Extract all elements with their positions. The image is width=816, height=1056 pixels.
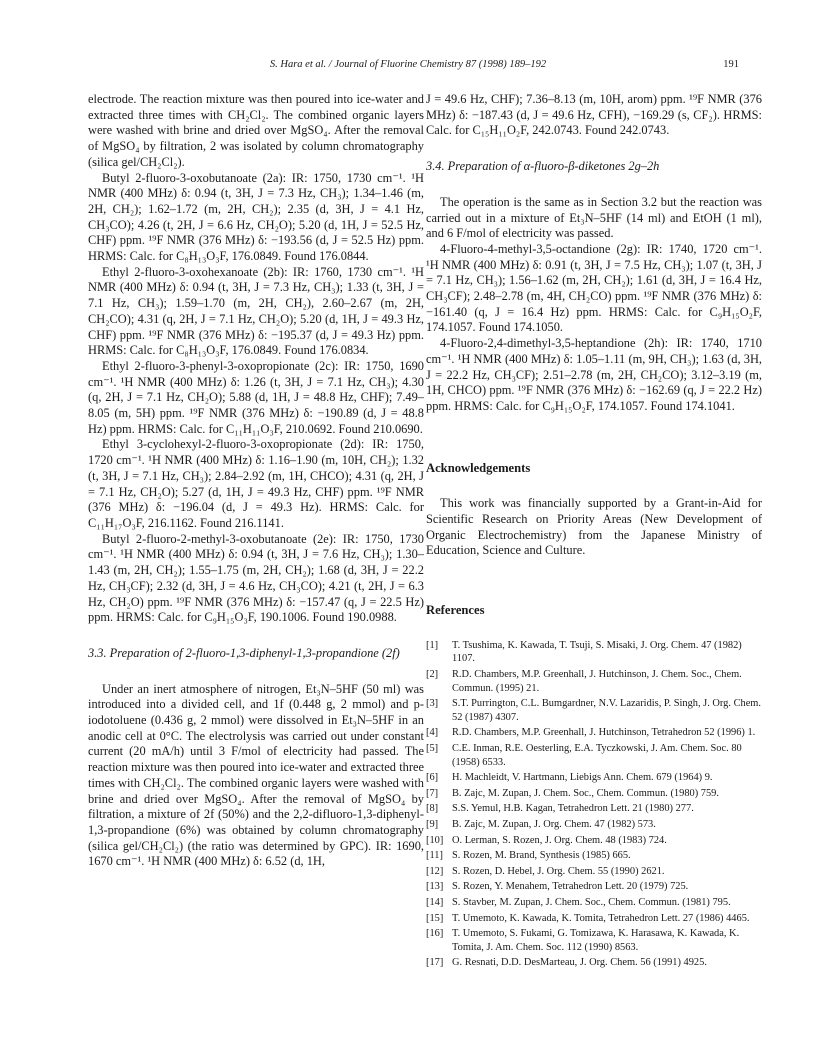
reference-text: B. Zajc, M. Zupan, J. Org. Chem. 47 (1982) 573. (452, 819, 656, 830)
reference-number: [3] (426, 698, 439, 710)
reference-item (426, 865, 762, 879)
reference-item (426, 771, 762, 785)
reference-list (426, 639, 762, 970)
compound-entry-2b: Ethyl 2-fluoro-3-oxohexanoate (2b): IR: 1760, 1730 cm⁻¹. ¹H NMR (400 MHz) δ: 0.94 (t, 3H, J = 7.3 Hz, CH₃); 1.33 (t, 3H, J = 7.1 Hz, CH₃); 1.59–1.70 (m, 2H, CH₂), 2.60–2.67 (m, 2H, CH₂CO); 4.31 (q, 2H, J = 7.1 Hz, CH₂O); 5.20 (d, 1H, J = 49.3 Hz, CHF) ppm. ¹⁹F NMR (376 MHz) δ: −195.37 (d, J = 49.3 Hz) ppm. HRMS: Calc. for C₈H₁₃O₃F, 176.0849. Found 176.0834. (88, 264, 424, 358)
running-header (0, 58, 816, 74)
reference-text: S. Rozen, M. Brand, Synthesis (1985) 665. (452, 850, 631, 862)
compound-entry-2a: Butyl 2-fluoro-3-oxobutanoate (2a): IR: 1750, 1730 cm⁻¹. ¹H NMR (400 MHz) δ: 0.94 (t, 3H, J = 7.3 Hz, CH₃); 1.34–1.46 (m, 2H, CH₂); 1.62–1.72 (m, 2H, CH₂); 2.35 (d, 3H, J = 4.1 Hz, CH₃CO); 4.26 (t, 2H, J = 6.6 Hz, CH₂O); 5.20 (d, 1H, J = 52.5 Hz, CHF) ppm. ¹⁹F NMR (376 MHz) δ: −193.56 (d, J = 52.5 Hz) ppm. HRMS: Calc. for C₈H₁₃O₃F, 176.0849. Found 176.0844. (88, 170, 424, 264)
paragraph-continuation: electrode. The reaction mixture was then poured into ice-water and extracted three times with CH₂Cl₂. The combined organic layers were washed with brine and dried over MgSO₄. After the removal of MgSO₄ by filtration, 2 was isolated by column chromatography (silica gel/CH₂Cl₂). (88, 92, 424, 169)
reference-text: S. Rozen, D. Hebel, J. Org. Chem. 55 (1990) 2621. (452, 865, 665, 877)
references-heading: References (426, 603, 485, 618)
reference-number: [8] (426, 803, 439, 815)
reference-text: B. Zajc, M. Zupan, J. Chem. Soc., Chem. Commun. (1980) 759. (452, 787, 719, 799)
compound-entry-2h: 4-Fluoro-2,4-dimethyl-3,5-heptandione (2h): IR: 1740, 1710 cm⁻¹. ¹H NMR (400 MHz) δ: 1.05–1.11 (m, 9H, CH₃); 1.63 (d, 3H, J = 22.2 Hz, CH₃CF); 2.51–2.78 (m, 2H, CH₂CO); 3.12–3.19 (m, 1H, CHCO) ppm. ¹⁹F NMR (376 MHz) δ: −162.69 (q, J = 22.2 Hz) ppm. HRMS: Calc. for C₉H₁₅O₂F, 174.1057. Found 174.1041. (426, 336, 762, 413)
reference-text: S.S. Yemul, H.B. Kagan, Tetrahedron Lett. 21 (1980) 277. (452, 803, 694, 815)
reference-text: T. Tsushima, K. Kawada, T. Tsuji, S. Misaki, J. Org. Chem. 47 (1982) 1107. (452, 639, 742, 665)
compound-entry-2g: 4-Fluoro-4-methyl-3,5-octandione (2g): IR: 1740, 1720 cm⁻¹. ¹H NMR (400 MHz) δ: 0.91 (t, 3H, J = 7.5 Hz, CH₃); 1.07 (t, 3H, J = 7.1 Hz, CH₃); 1.56–1.62 (m, 2H, CH₂); 1.61 (d, 3H, J = 16.4 Hz, CH₃CF); 2.48–2.78 (m, 4H, CH₂CO) ppm. ¹⁹F NMR (376 MHz) δ: −161.40 (q, J = 16.4 Hz) ppm. HRMS: Calc. for C₉H₁₅O₂F, 174.1057. Found 174.1050. (426, 241, 762, 335)
reference-text: S. Rozen, Y. Menahem, Tetrahedron Lett. 20 (1979) 725. (452, 881, 689, 893)
reference-number: [1] (426, 639, 439, 651)
section-3-4-heading: 3.4. Preparation of α-fluoro-β-diketones 2g–2h (426, 159, 660, 174)
reference-number: [17] (426, 957, 444, 969)
reference-text: S. Stavber, M. Zupan, J. Chem. Soc., Chem. Commun. (1981) 795. (452, 896, 731, 908)
reference-text: O. Lerman, S. Rozen, J. Org. Chem. 48 (1983) 724. (452, 834, 667, 846)
reference-text: R.D. Chambers, M.P. Greenhall, J. Hutchinson, Tetrahedron 52 (1996) 1. (452, 727, 756, 739)
reference-number: [13] (426, 881, 444, 893)
paragraph-continuation-2f: J = 49.6 Hz, CHF); 7.36–8.13 (m, 10H, arom) ppm. ¹⁹F NMR (376 MHz) δ: −187.43 (d, J = 49.6 Hz, CFH), −169.29 (s, CF₂). HRMS: Calc. for C₁₅H₁₁O₂F, 242.0743. Found 242.0743. (426, 92, 762, 138)
reference-item (426, 849, 762, 863)
compound-entry-2c: Ethyl 2-fluoro-3-phenyl-3-oxopropionate (2c): IR: 1750, 1690 cm⁻¹. ¹H NMR (400 MHz) δ: 1.26 (t, 3H, J = 7.1 Hz, CH₃); 4.30 (q, 2H, J = 7.1 Hz, CH₂O); 5.88 (d, 1H, J = 48.8 Hz, CHF); 7.49–8.05 (m, 5H) ppm. ¹⁹F NMR (376 MHz) δ: −190.89 (d, J = 48.8 Hz) ppm. HRMS: Calc. for C₁₁H₁₁O₃F, 210.0692. Found 210.0690. (88, 358, 424, 436)
reference-number: [16] (426, 928, 444, 940)
reference-text: T. Umemoto, K. Kawada, K. Tomita, Tetrahedron Lett. 27 (1986) 4465. (452, 912, 750, 924)
page-number: 191 (723, 59, 739, 70)
reference-item (426, 818, 762, 832)
reference-item (426, 834, 762, 848)
reference-item (426, 956, 762, 970)
reference-item (426, 912, 762, 926)
reference-number: [15] (426, 912, 444, 924)
reference-number: [6] (426, 772, 439, 784)
left-column (88, 92, 424, 870)
reference-number: [11] (426, 850, 443, 862)
reference-text: G. Resnati, D.D. DesMarteau, J. Org. Chem. 56 (1991) 4925. (452, 957, 707, 969)
compound-entry-2e: Butyl 2-fluoro-2-methyl-3-oxobutanoate (2e): IR: 1750, 1730 cm⁻¹. ¹H NMR (400 MHz) δ: 0.94 (t, 3H, J = 7.6 Hz, CH₃); 1.30–1.43 (m, 2H, CH₂); 1.55–1.75 (m, 2H, CH₂); 1.68 (d, 3H, J = 22.2 Hz, CH₃CF); 2.32 (d, 3H, J = 4.6 Hz, CH₃CO); 4.21 (t, 2H, J = 6.3 Hz, CH₂O) ppm. ¹⁹F NMR (376 MHz) δ: −157.47 (q, J = 22.5 Hz) ppm. HRMS: Calc. for C₉H₁₅O₃F, 190.1006. Found 190.0988. (88, 531, 424, 625)
reference-item (426, 726, 762, 740)
right-column (426, 92, 762, 972)
reference-text: H. Machleidt, V. Hartmann, Liebigs Ann. Chem. 679 (1964) 9. (452, 772, 713, 784)
reference-item (426, 802, 762, 816)
acknowledgements-heading: Acknowledgements (426, 460, 531, 475)
reference-item (426, 787, 762, 801)
reference-number: [12] (426, 865, 444, 877)
reference-text: T. Umemoto, S. Fukami, G. Tomizawa, K. Harasawa, K. Kawada, K. Tomita, J. Am. Chem. Soc. 112 (1990) 8563. (452, 928, 740, 953)
reference-number: [14] (426, 896, 444, 908)
reference-text: R.D. Chambers, M.P. Greenhall, J. Hutchinson, J. Chem. Soc., Chem. Commun. (1995) 21. (452, 669, 742, 694)
running-title: S. Hara et al. / Journal of Fluorine Chemistry 87 (1998) 189–192 (269, 59, 547, 70)
reference-item (426, 896, 762, 910)
reference-number: [9] (426, 819, 439, 830)
reference-number: [10] (426, 834, 444, 846)
section-3-3-paragraph: Under an inert atmosphere of nitrogen, Et₃N–5HF (50 ml) was introduced into a divided cell, and 1f (0.448 g, 2 mmol) and p-iodotoluene (0.436 g, 2 mmol) were dissolved in Et₃N–5HF in an anodic cell at 0°C. The electrolysis was carried out under constant current (20 mA/h) until 3 F/mol of electricity had passed. The reaction mixture was then poured into ice-water and extracted three times with CH₂Cl₂. The combined organic layers were washed with brine and dried over MgSO₄. After the removal of MgSO₄ by filtration, a mixture of 2f (50%) and the 2,2-difluoro-1,3-diphenyl-1,3-propandione (6%) was obtained by column chromatography (silica gel/CH₂Cl₂) (the ratio was determined by GPC). IR: 1690, 1670 cm⁻¹. ¹H NMR (400 MHz) δ: 6.52 (d, 1H, (88, 681, 424, 869)
spacer (426, 559, 762, 603)
reference-text: C.E. Inman, R.E. Oesterling, E.A. Tyczkowski, J. Am. Chem. Soc. 80 (1958) 6533. (452, 743, 742, 768)
reference-item (426, 697, 762, 724)
reference-number: [4] (426, 727, 439, 739)
reference-item (426, 668, 762, 695)
spacer (426, 415, 762, 461)
reference-number: [7] (426, 787, 439, 799)
reference-item (426, 742, 762, 769)
compound-entry-2d: Ethyl 3-cyclohexyl-2-fluoro-3-oxopropionate (2d): IR: 1750, 1720 cm⁻¹. ¹H NMR (400 MHz) δ: 1.16–1.90 (m, 10H, CH₂); 1.32 (t, 3H, J = 7.1 Hz, CH₃); 2.84–2.92 (m, 1H, CHCO); 4.31 (q, 2H, J = 7.1 Hz, CH₂O); 5.27 (d, 1H, J = 49.3 Hz, CHF) ppm. ¹⁹F NMR (376 MHz) δ: −196.04 (d, J = 49.3 Hz). HRMS: Calc. for C₁₁H₁₇O₃F, 216.1162. Found 216.1141. (88, 437, 424, 530)
section-3-4-paragraph: The operation is the same as in Section 3.2 but the reaction was carried out in a mixture of Et₃N–5HF (14 ml) and EtOH (1 ml), and 6 F/mol of electricity was passed. (426, 194, 762, 241)
section-3-3-heading: 3.3. Preparation of 2-fluoro-1,3-diphenyl-1,3-propandione (2f) (88, 645, 400, 660)
reference-item (426, 927, 762, 954)
reference-number: [5] (426, 743, 439, 755)
reference-text: S.T. Purrington, C.L. Bumgardner, N.V. Lazaridis, P. Singh, J. Org. Chem. 52 (1987) 4307. (452, 698, 761, 723)
reference-item (426, 880, 762, 894)
reference-number: [2] (426, 669, 439, 681)
reference-item (426, 639, 762, 666)
acknowledgements-text: This work was financially supported by a Grant-in-Aid for Scientific Research on Priority Areas (New Development of Organic Electrochemistry) from the Japanese Ministry of Education, Science and Culture. (426, 496, 762, 558)
